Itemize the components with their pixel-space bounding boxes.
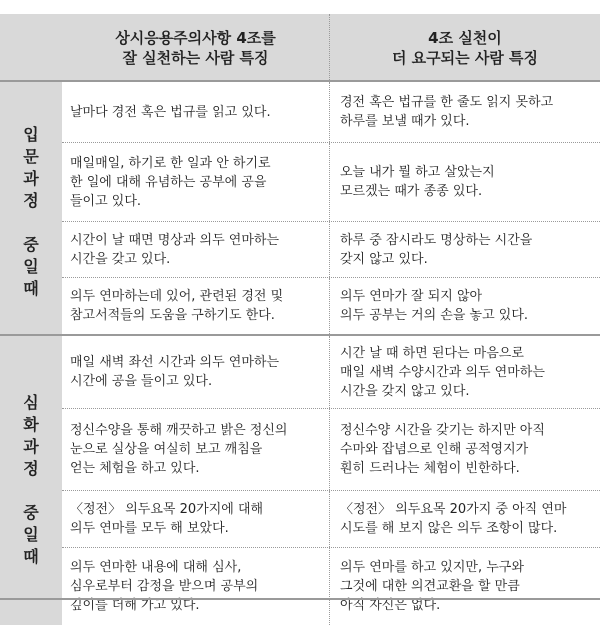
header-col-needs-practice: 4조 실천이 더 요구되는 사람 특징 <box>330 14 600 80</box>
cell-left: 날마다 경전 혹은 법규를 읽고 있다. <box>62 82 330 142</box>
table-row <box>62 82 600 142</box>
table-row <box>62 336 600 408</box>
cell-right: 시간 날 때 하면 된다는 마음으로 매일 새벽 수양시간과 의두 연마하는 시간을 갖지 않고 있다. <box>340 345 545 399</box>
group-deepening-stage <box>0 334 600 625</box>
cell-left: 정신수양을 통해 깨끗하고 밝은 정신의 눈으로 실상을 여실히 보고 깨침을 얻는 체험을 하고 있다. <box>62 409 330 490</box>
group-label-entry-stage: 입 문 과 정 중 일 때 <box>23 125 39 298</box>
cell-right: 〈정전〉 의두요목 20가지 중 아직 연마 시도를 해 보지 않은 의두 조항이 많다. <box>340 502 567 536</box>
group-entry-stage <box>0 80 600 334</box>
cell-right: 의두 연마를 하고 있지만, 누구와 그것에 대한 의견교환을 할 만큼 아직 자신은 없다. <box>340 560 524 613</box>
table-row <box>62 142 600 221</box>
group-label-cell <box>0 82 62 334</box>
cell-left: 매일매일, 하기로 한 일과 안 하기로 한 일에 대해 유념하는 공부에 공을 들이고 있다. <box>62 143 330 221</box>
cell-left: 매일 새벽 좌선 시간과 의두 연마하는 시간에 공을 들이고 있다. <box>62 336 330 408</box>
header-corner <box>0 14 62 80</box>
cell-left: 의두 연마한 내용에 대해 심사, 심우로부터 감정을 받으며 공부의 깊이를 더해 가고 있다. <box>62 548 330 625</box>
group-label-deepening-stage: 심 화 과 정 중 일 때 <box>23 393 39 566</box>
cell-right: 정신수양 시간을 갖기는 하지만 아직 수마와 잡념으로 인해 공적영지가 훤히 드러나는 체험이 빈한하다. <box>340 423 545 476</box>
table-row <box>62 547 600 625</box>
cell-right: 오늘 내가 뭘 하고 살았는지 모르겠는 때가 종종 있다. <box>340 165 495 199</box>
group-rows <box>62 336 600 625</box>
table-row <box>62 408 600 490</box>
cell-right: 경전 혹은 법규를 한 줄도 읽지 못하고 하루를 보낼 때가 있다. <box>340 95 554 129</box>
comparison-table <box>0 14 600 625</box>
table-row <box>62 277 600 334</box>
header-col-practice-well: 상시응용주의사항 4조를 잘 실천하는 사람 특징 <box>62 14 330 80</box>
cell-left: 의두 연마하는데 있어, 관련된 경전 및 참고서적들의 도움을 구하기도 한다. <box>62 278 330 334</box>
group-rows <box>62 82 600 334</box>
table-header <box>0 14 600 80</box>
table-bottom-rule <box>0 598 600 600</box>
cell-left: 〈정전〉 의두요목 20가지에 대해 의두 연마를 모두 해 보았다. <box>62 491 330 547</box>
cell-left: 시간이 날 때면 명상과 의두 연마하는 시간을 갖고 있다. <box>62 222 330 277</box>
cell-right: 의두 연마가 잘 되지 않아 의두 공부는 거의 손을 놓고 있다. <box>340 289 529 323</box>
group-label-cell <box>0 336 62 625</box>
cell-right: 하루 중 잠시라도 명상하는 시간을 갖지 않고 있다. <box>340 232 533 267</box>
table-row <box>62 221 600 277</box>
table-row <box>62 490 600 547</box>
